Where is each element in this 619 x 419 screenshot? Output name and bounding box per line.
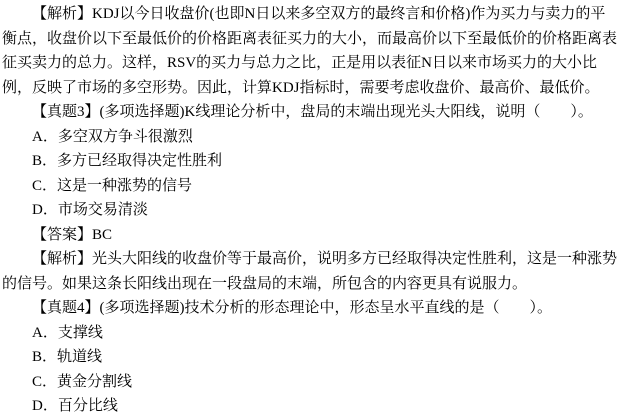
question-4-option-b: B．轨道线 [32,349,103,365]
question-3-option-b: B．多方已经取得决定性胜利 [32,153,223,169]
question-3-option-d: D．市场交易清淡 [32,202,148,218]
question-3-answer: 【答案】BC [32,226,113,243]
question-4-option-d: D．百分比线 [32,398,118,414]
question-4-option-c: C．黄金分割线 [32,373,133,390]
question-4-stem: 【真题4】(多项选择题)技术分析的形态理论中，形态呈水平直线的是（ ）。 [32,300,552,316]
kdj-analysis-paragraph: 【解析】KDJ以今日收盘价(也即N日以来多空双方的最终言和价格)作为买力与卖力的平衡点，收盘价以下至最低价的价格距离表征买力的大小，而最高价以下至最低价的价格距离表征买卖力的总力。这样，RSV的买力与总力之比，正是用以表征N日以来市场买力的大小比例，反映了市场的多空形势。因此，计算KDJ指标时，需要考虑收盘价、最高价、最低价。 [2,6,618,96]
question-4-option-a: A．支撑线 [32,324,103,341]
question-3-analysis: 【解析】光头大阳线的收盘价等于最高价，说明多方已经取得决定性胜利，这是一种涨势的信号。如果这条长阳线出现在一段盘局的末端，所包含的内容更具有说服力。 [2,251,618,292]
question-3-stem: 【真题3】(多项选择题)K线理论分析中，盘局的末端出现光头大阳线，说明（ ）。 [32,104,593,120]
question-3-option-a: A．多空双方争斗很激烈 [32,128,193,145]
question-3-option-c: C．这是一种涨势的信号 [32,177,193,194]
